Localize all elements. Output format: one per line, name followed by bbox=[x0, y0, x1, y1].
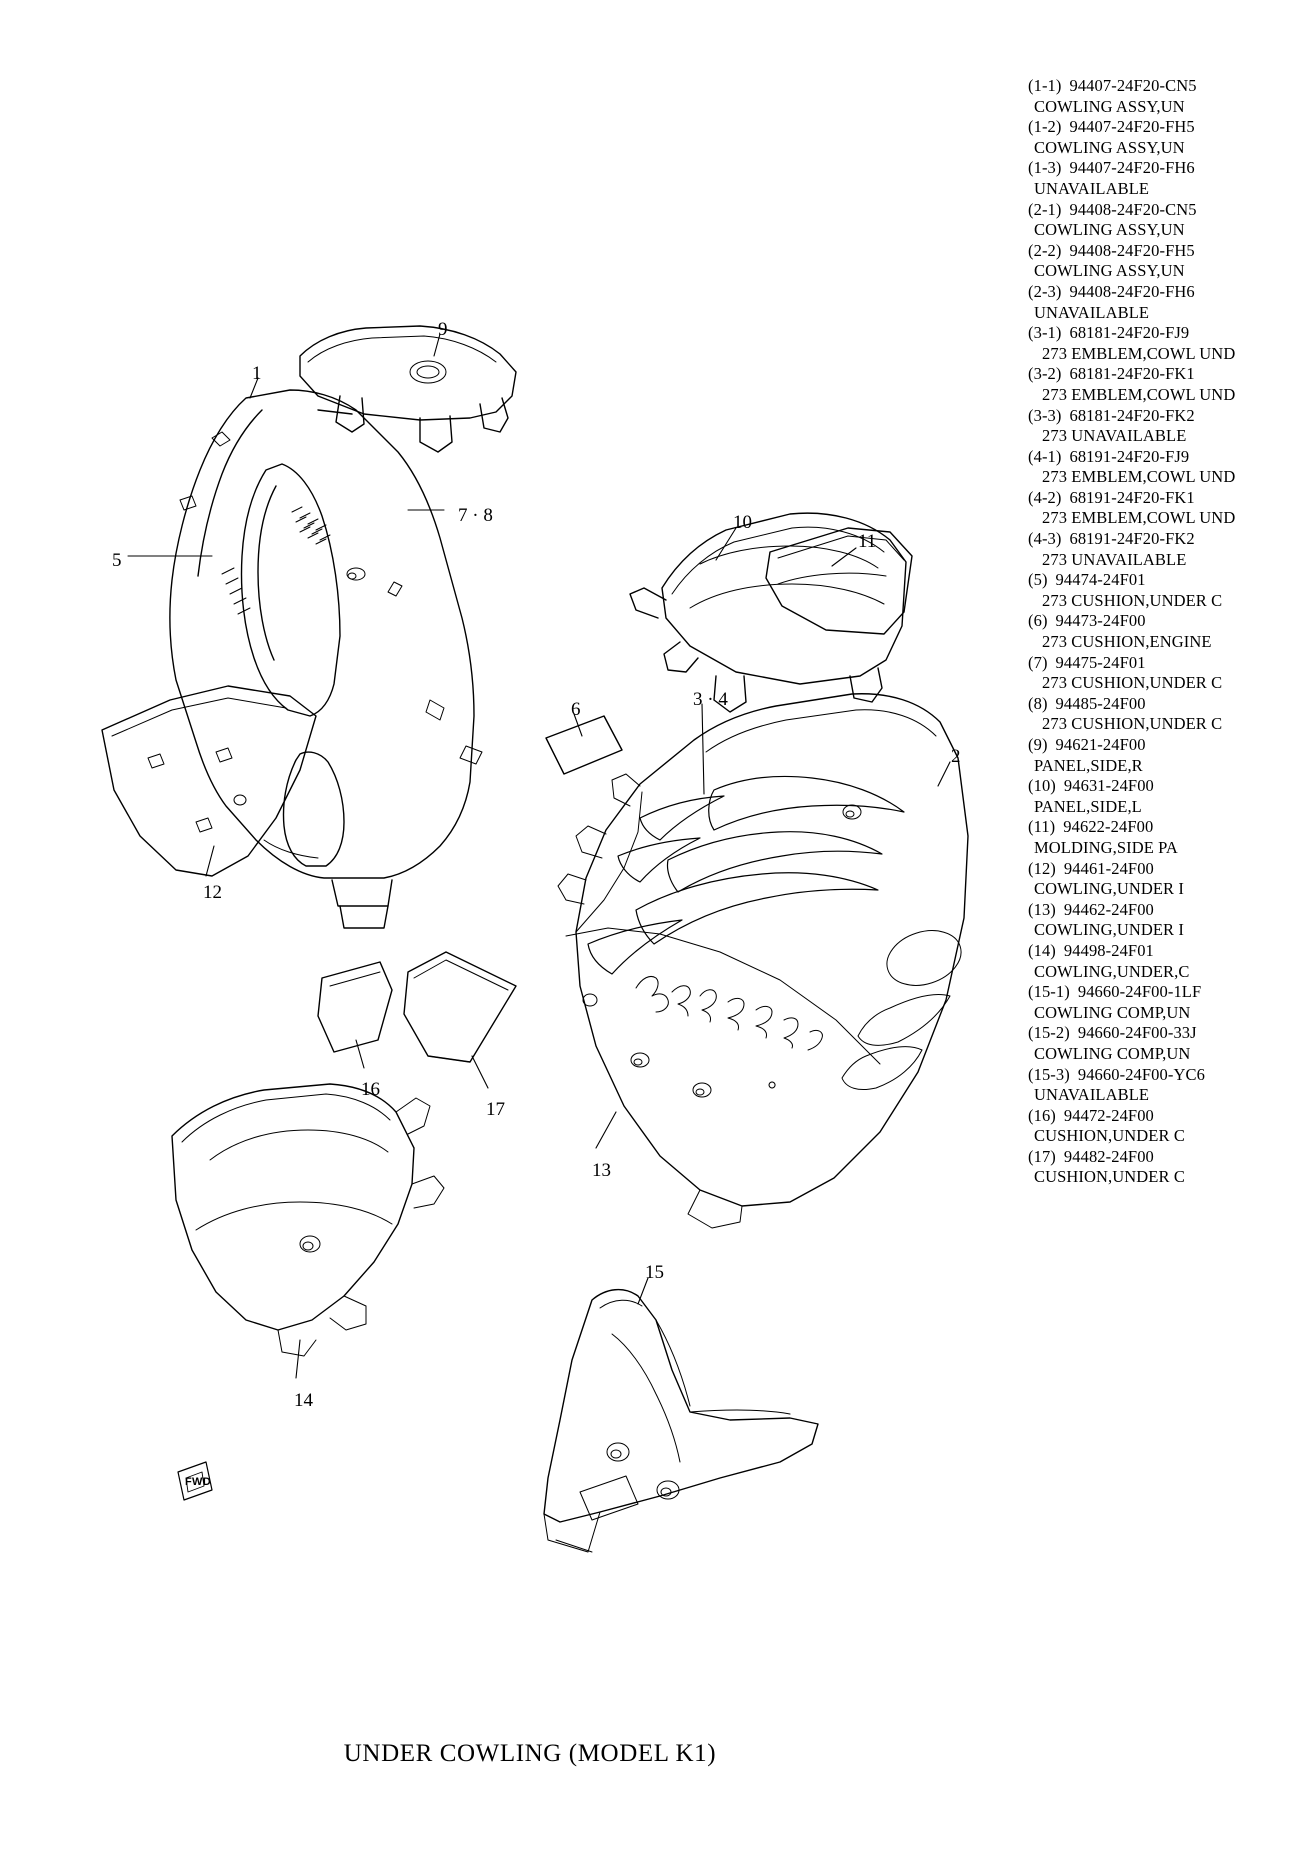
part-ref: (7) bbox=[1028, 652, 1048, 672]
part-number: 94621-24F00 bbox=[1055, 735, 1146, 754]
callout-15: 15 bbox=[645, 1262, 664, 1283]
part-number: 94660-24F00-YC6 bbox=[1077, 1064, 1205, 1084]
part-description bbox=[1028, 97, 1308, 118]
part-number: 94475-24F01 bbox=[1055, 652, 1146, 672]
part-prefix: 273 bbox=[1042, 632, 1068, 652]
callout-14: 14 bbox=[294, 1390, 313, 1411]
part-description bbox=[1028, 261, 1308, 282]
part-ref: (1-2) bbox=[1028, 117, 1062, 137]
part-entry bbox=[1028, 76, 1308, 97]
callout-16: 16 bbox=[361, 1079, 380, 1100]
callout-9: 9 bbox=[438, 319, 448, 340]
part-12-cowling-under bbox=[102, 686, 316, 876]
part-description bbox=[1028, 508, 1308, 529]
part-entry bbox=[1028, 570, 1308, 591]
part-description-text: COWLING,UNDER I bbox=[1034, 879, 1184, 899]
part-ref: (3-1) bbox=[1028, 323, 1062, 343]
callout-1: 1 bbox=[252, 363, 262, 384]
part-number: 94407-24F20-CN5 bbox=[1069, 76, 1197, 95]
part-description bbox=[1028, 303, 1308, 324]
part-ref: (1-3) bbox=[1028, 158, 1062, 178]
figure-caption: UNDER COWLING (MODEL K1) bbox=[343, 1740, 717, 1767]
callout-2: 2 bbox=[951, 746, 961, 767]
part-ref: (15-1) bbox=[1028, 982, 1070, 1002]
part-ref: (9) bbox=[1028, 735, 1048, 754]
part-description-text: EMBLEM,COWL UND bbox=[1071, 508, 1236, 528]
part-entry bbox=[1028, 241, 1308, 262]
part-description bbox=[1028, 673, 1308, 694]
part-description bbox=[1028, 962, 1308, 983]
part-prefix: 273 bbox=[1042, 384, 1068, 404]
parts-list bbox=[1028, 76, 1308, 1188]
part-number: 94407-24F20-FH6 bbox=[1069, 158, 1195, 178]
part-description bbox=[1028, 879, 1308, 900]
part-description-text: CUSHION,UNDER C bbox=[1034, 1126, 1185, 1146]
part-ref: (11) bbox=[1028, 817, 1056, 837]
part-11-molding-side-panel bbox=[766, 528, 912, 634]
part-description bbox=[1028, 1126, 1308, 1147]
part-prefix: 273 bbox=[1042, 343, 1068, 363]
part-number: 94485-24F00 bbox=[1055, 693, 1146, 713]
callout-6: 6 bbox=[571, 699, 581, 720]
part-ref: (13) bbox=[1028, 899, 1056, 919]
part-ref: (5) bbox=[1028, 570, 1048, 590]
part-entry bbox=[1028, 447, 1308, 468]
part-number: 94622-24F00 bbox=[1063, 817, 1154, 837]
part-entry bbox=[1028, 200, 1308, 221]
part-ref: (17) bbox=[1028, 1146, 1056, 1166]
part-entry bbox=[1028, 653, 1308, 674]
part-ref: (15-3) bbox=[1028, 1064, 1070, 1084]
callout-12: 12 bbox=[203, 882, 222, 903]
part-description-text: UNAVAILABLE bbox=[1034, 1085, 1150, 1105]
part-ref: (16) bbox=[1028, 1105, 1056, 1125]
part-description bbox=[1028, 385, 1308, 406]
part-entry bbox=[1028, 941, 1308, 962]
part-entry bbox=[1028, 529, 1308, 550]
part-number: 68191-24F20-FJ9 bbox=[1069, 446, 1190, 466]
part-ref: (1-1) bbox=[1028, 76, 1062, 95]
part-description-text: EMBLEM,COWL UND bbox=[1071, 384, 1236, 404]
part-description bbox=[1028, 1003, 1308, 1024]
part-ref: (6) bbox=[1028, 611, 1048, 631]
part-number: 68181-24F20-FJ9 bbox=[1069, 323, 1190, 343]
part-description-text: CUSHION,ENGINE bbox=[1071, 632, 1212, 652]
part-prefix: 273 bbox=[1042, 549, 1068, 569]
part-entry bbox=[1028, 982, 1308, 1003]
part-number: 94407-24F20-FH5 bbox=[1069, 117, 1195, 137]
part-entry bbox=[1028, 323, 1308, 344]
part-description-text: CUSHION,UNDER C bbox=[1071, 590, 1223, 610]
part-entry bbox=[1028, 817, 1308, 838]
part-number: 94660-24F00-33J bbox=[1077, 1023, 1197, 1043]
part-description-text: MOLDING,SIDE PA bbox=[1034, 837, 1178, 857]
callout-7-8: 7 · 8 bbox=[458, 505, 493, 526]
part-16-cushion-under bbox=[318, 962, 392, 1052]
part-description bbox=[1028, 467, 1308, 488]
part-ref: (4-2) bbox=[1028, 487, 1062, 507]
part-description-text: COWLING ASSY,UN bbox=[1034, 261, 1185, 281]
part-ref: (3-3) bbox=[1028, 405, 1062, 425]
part-2-cowling-assy-right bbox=[558, 694, 968, 1228]
part-number: 94474-24F01 bbox=[1055, 570, 1146, 590]
part-description-text: CUSHION,UNDER C bbox=[1071, 673, 1223, 693]
part-entry bbox=[1028, 694, 1308, 715]
part-entry bbox=[1028, 1023, 1308, 1044]
part-9-panel-side-r bbox=[300, 326, 516, 452]
part-ref: (15-2) bbox=[1028, 1023, 1070, 1043]
callout-3-4: 3 · 4 bbox=[693, 689, 728, 710]
part-entry bbox=[1028, 364, 1308, 385]
part-description-text: PANEL,SIDE,R bbox=[1034, 755, 1143, 775]
part-number: 94408-24F20-FH5 bbox=[1069, 240, 1195, 260]
part-description bbox=[1028, 756, 1308, 777]
part-description-text: CUSHION,UNDER C bbox=[1034, 1167, 1185, 1187]
part-description bbox=[1028, 714, 1308, 735]
part-ref: (3-2) bbox=[1028, 364, 1062, 384]
part-prefix: 273 bbox=[1042, 426, 1068, 446]
part-ref: (4-1) bbox=[1028, 446, 1062, 466]
part-ref: (10) bbox=[1028, 776, 1056, 796]
part-number: 94461-24F00 bbox=[1063, 858, 1154, 878]
part-description-text: COWLING,UNDER I bbox=[1034, 920, 1184, 940]
part-ref: (4-3) bbox=[1028, 529, 1062, 549]
fwd-marker-label: FWD bbox=[185, 1476, 211, 1488]
part-number: 68191-24F20-FK2 bbox=[1069, 529, 1195, 549]
part-ref: (2-1) bbox=[1028, 199, 1062, 219]
part-entry bbox=[1028, 488, 1308, 509]
part-description-text: COWLING ASSY,UN bbox=[1034, 96, 1185, 116]
part-ref: (2-2) bbox=[1028, 240, 1062, 260]
part-description-text: COWLING COMP,UN bbox=[1034, 1043, 1191, 1063]
part-14-cowling-under-c bbox=[172, 1084, 444, 1356]
callout-13: 13 bbox=[592, 1160, 611, 1181]
part-description bbox=[1028, 1044, 1308, 1065]
callout-17: 17 bbox=[486, 1099, 505, 1120]
part-description bbox=[1028, 344, 1308, 365]
part-entry bbox=[1028, 158, 1308, 179]
part-number: 94631-24F00 bbox=[1063, 776, 1154, 796]
part-number: 94498-24F01 bbox=[1063, 940, 1154, 960]
callout-10: 10 bbox=[733, 512, 752, 533]
part-description-text: PANEL,SIDE,L bbox=[1034, 796, 1142, 816]
part-number: 68191-24F20-FK1 bbox=[1069, 487, 1195, 507]
part-prefix: 273 bbox=[1042, 467, 1068, 487]
part-number: 94660-24F00-1LF bbox=[1077, 982, 1202, 1002]
part-description bbox=[1028, 920, 1308, 941]
part-number: 94408-24F20-FH6 bbox=[1069, 281, 1195, 301]
part-description bbox=[1028, 591, 1308, 612]
part-description bbox=[1028, 632, 1308, 653]
part-description bbox=[1028, 220, 1308, 241]
part-entry bbox=[1028, 859, 1308, 880]
part-number: 94462-24F00 bbox=[1063, 899, 1154, 919]
part-ref: (14) bbox=[1028, 940, 1056, 960]
part-description-text: COWLING ASSY,UN bbox=[1034, 137, 1185, 157]
part-prefix: 273 bbox=[1042, 673, 1068, 693]
leader-lines bbox=[128, 334, 950, 1378]
part-description-text: UNAVAILABLE bbox=[1034, 178, 1150, 198]
part-description-text: CUSHION,UNDER C bbox=[1071, 714, 1223, 734]
part-entry bbox=[1028, 117, 1308, 138]
part-description bbox=[1028, 1085, 1308, 1106]
part-description bbox=[1028, 550, 1308, 571]
part-prefix: 273 bbox=[1042, 508, 1068, 528]
part-number: 94408-24F20-CN5 bbox=[1069, 199, 1197, 219]
part-description bbox=[1028, 1167, 1308, 1188]
part-number: 68181-24F20-FK2 bbox=[1069, 405, 1195, 425]
part-number: 68181-24F20-FK1 bbox=[1069, 364, 1195, 384]
part-description-text: EMBLEM,COWL UND bbox=[1071, 343, 1236, 363]
part-ref: (2-3) bbox=[1028, 281, 1062, 301]
part-description-text: COWLING,UNDER,C bbox=[1034, 961, 1190, 981]
part-ref: (12) bbox=[1028, 858, 1056, 878]
part-entry bbox=[1028, 406, 1308, 427]
part-number: 94473-24F00 bbox=[1055, 611, 1146, 631]
part-entry bbox=[1028, 776, 1308, 797]
part-description bbox=[1028, 838, 1308, 859]
part-description bbox=[1028, 426, 1308, 447]
callout-11: 11 bbox=[858, 531, 877, 552]
part-entry bbox=[1028, 611, 1308, 632]
part-6-cushion-engine bbox=[546, 716, 622, 774]
part-entry bbox=[1028, 900, 1308, 921]
part-ref: (8) bbox=[1028, 693, 1048, 713]
part-15-cowling-comp-under bbox=[544, 1290, 818, 1552]
part-entry bbox=[1028, 282, 1308, 303]
callout-5: 5 bbox=[112, 550, 122, 571]
part-prefix: 273 bbox=[1042, 714, 1068, 734]
part-prefix: 273 bbox=[1042, 590, 1068, 610]
part-description-text: UNAVAILABLE bbox=[1034, 302, 1150, 322]
part-description-text: EMBLEM,COWL UND bbox=[1071, 467, 1236, 487]
part-description bbox=[1028, 179, 1308, 200]
part-number: 94472-24F00 bbox=[1063, 1105, 1154, 1125]
part-entry bbox=[1028, 1147, 1308, 1168]
part-description-text: UNAVAILABLE bbox=[1071, 549, 1187, 569]
part-description bbox=[1028, 797, 1308, 818]
part-17-cushion-under bbox=[404, 952, 516, 1062]
part-entry bbox=[1028, 1065, 1308, 1086]
part-entry bbox=[1028, 735, 1308, 756]
part-1-cowling-assy bbox=[170, 390, 482, 928]
part-number: 94482-24F00 bbox=[1063, 1146, 1154, 1166]
part-description bbox=[1028, 138, 1308, 159]
part-description-text: UNAVAILABLE bbox=[1071, 426, 1187, 446]
part-description-text: COWLING COMP,UN bbox=[1034, 1002, 1191, 1022]
part-entry bbox=[1028, 1106, 1308, 1127]
part-description-text: COWLING ASSY,UN bbox=[1034, 220, 1185, 240]
